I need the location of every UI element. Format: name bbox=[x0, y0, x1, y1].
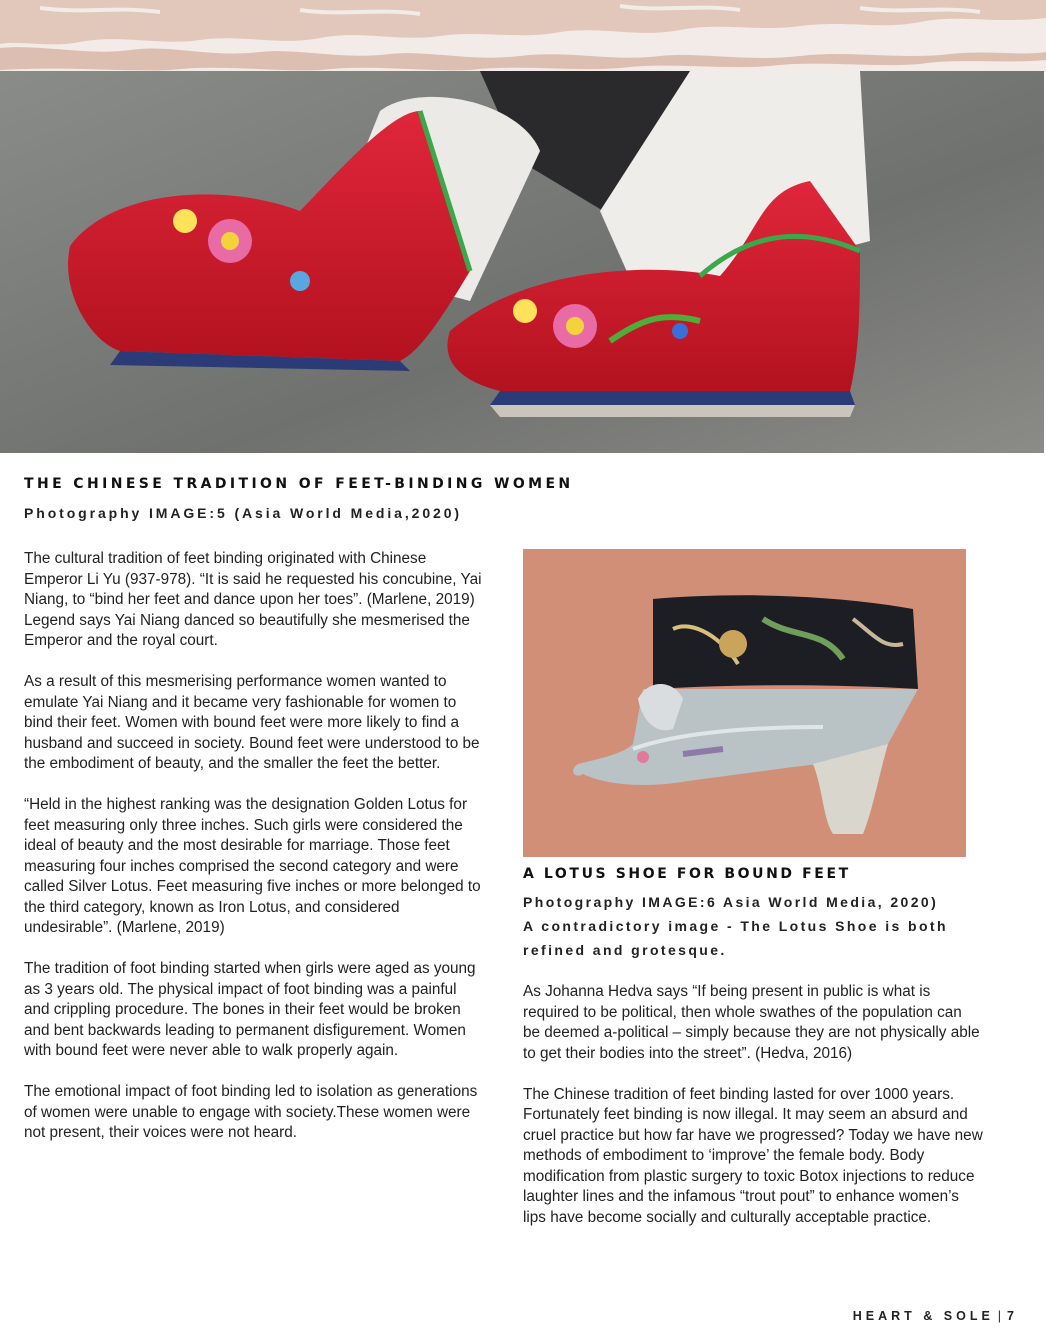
article-heading: THE CHINESE TRADITION OF FEET-BINDING WOMEN bbox=[24, 476, 574, 492]
brush-texture-graphic bbox=[0, 0, 1046, 72]
caption-line: refined and grotesque. bbox=[523, 942, 727, 958]
body-paragraph: The tradition of foot binding started when girls were aged as young as 3 years old. The physical impact of foot binding was a painful and crippling procedure. The bones in their feet would be broken and bent backwards leading to permanent disfigurement. Women with bound feet were never able to walk properly again. bbox=[24, 960, 476, 1059]
caption-line: Photography IMAGE:6 Asia World Media, 2020) bbox=[523, 894, 939, 910]
magazine-name: HEART & SOLE bbox=[852, 1309, 994, 1323]
caption-line: A contradictory image - The Lotus Shoe is both bbox=[523, 918, 948, 934]
shoe-heading: A LOTUS SHOE FOR BOUND FEET bbox=[523, 866, 851, 882]
hero-photo-caption: Photography IMAGE:5 (Asia World Media,2020) bbox=[24, 505, 462, 521]
body-paragraph: As Johanna Hedva says “If being present in public is what is required to be political, then whole swathes of the population can be deemed a-political – simply because they are not physically able to get their bodies into the street”. (Hedva, 2016) bbox=[523, 983, 980, 1062]
shoe-photo-caption bbox=[523, 890, 948, 962]
body-paragraph: As a result of this mesmerising performance women wanted to emulate Yai Niang and it became very fashionable for women to bind their feet. Women with bound feet were more likely to find a husband and succeed in society. Bound feet were understood to be the embodiment of beauty, and the smaller the feet the better. bbox=[24, 673, 480, 772]
lotus-shoes-illustration bbox=[0, 71, 1044, 453]
right-text-column bbox=[523, 982, 983, 1249]
footer-separator: | bbox=[997, 1309, 1002, 1323]
lotus-shoe-illustration bbox=[523, 549, 966, 857]
body-paragraph: “Held in the highest ranking was the designation Golden Lotus for feet measuring only three inches. Such girls were considered the ideal of beauty and the most desirable for marriage. Those feet measuring four inches comprised the second category and were called Silver Lotus. Feet measuring five inches or more belonged to the third category, known as Iron Lotus, and considered undesirable”. (Marlene, 2019) bbox=[24, 796, 481, 936]
body-paragraph: The emotional impact of foot binding led to isolation as generations of women were unable to engage with society.These women were not present, their voices were not heard. bbox=[24, 1083, 478, 1141]
left-text-column bbox=[24, 549, 486, 1164]
lotus-shoe-photo bbox=[523, 549, 966, 857]
hero-photo-lotus-shoes bbox=[0, 71, 1044, 453]
page-footer bbox=[853, 1309, 1018, 1323]
body-paragraph: The Chinese tradition of feet binding lasted for over 1000 years. Fortunately feet binding is now illegal. It may seem an absurd and cruel practice but how far have we progressed? Today we have new methods of embodiment to ‘improve’ the female body. Body modification from plastic surgery to toxic Botox injections to reduce laughter lines and the infamous “trout pout” to enhance women’s lips have become socially and culturally acceptable practice. bbox=[523, 1085, 983, 1226]
decorative-header-band bbox=[0, 0, 1046, 72]
body-paragraph: The cultural tradition of feet binding originated with Chinese Emperor Li Yu (937-978). “It is said he requested his concubine, Yai Niang, to “bind her feet and dance upon her toes”. (Marlene, 2019) Legend says Yai Niang danced so beautifully she mesmerised the Emperor and the royal court. bbox=[24, 550, 482, 649]
page-number: 7 bbox=[1007, 1309, 1018, 1323]
